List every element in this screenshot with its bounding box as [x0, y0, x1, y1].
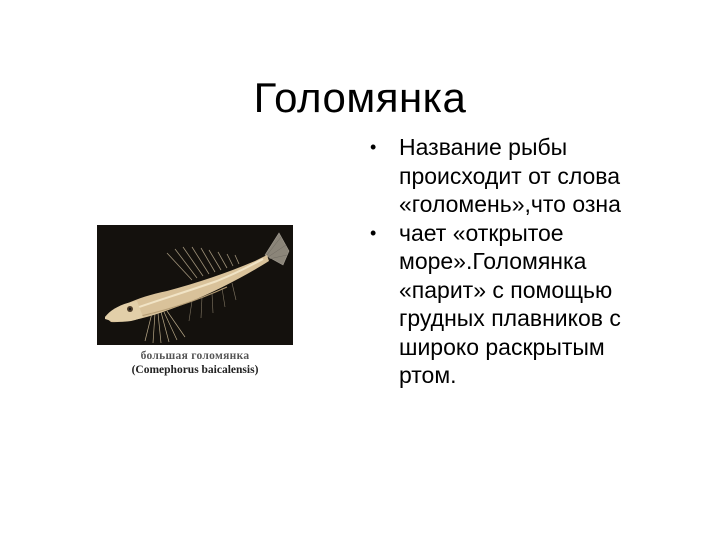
bullet-marker: •: [370, 137, 377, 157]
caption-latin-name: (Comephorus baicalensis): [131, 364, 259, 376]
caption-common-name: большая голомянка: [140, 350, 250, 362]
bullet-text-line: «парит» с помощью: [399, 276, 613, 303]
bullet-marker: •: [370, 222, 377, 243]
bullet-text-line: происходит от слова: [399, 162, 621, 189]
fish-photo: [97, 225, 293, 345]
bullet-item: [360, 133, 700, 219]
bullet-text-line: «голомень»,что озна: [399, 191, 621, 217]
bullet-list: [360, 133, 700, 390]
bullet-item: [360, 219, 700, 390]
slide-title: Голомянка: [253, 74, 467, 122]
bullet-text-line: чает «открытое: [399, 219, 564, 246]
bullet-text-line: Название рыбы: [399, 134, 568, 160]
bullet-text-line: ртом.: [399, 362, 457, 388]
bullet-text-line: грудных плавников с: [399, 305, 621, 331]
figure-caption: [97, 349, 293, 377]
fish-figure: [97, 225, 293, 377]
bullet-text-line: море».Голомянка: [399, 248, 587, 274]
bullet-text-line: широко раскрытым: [399, 333, 605, 360]
